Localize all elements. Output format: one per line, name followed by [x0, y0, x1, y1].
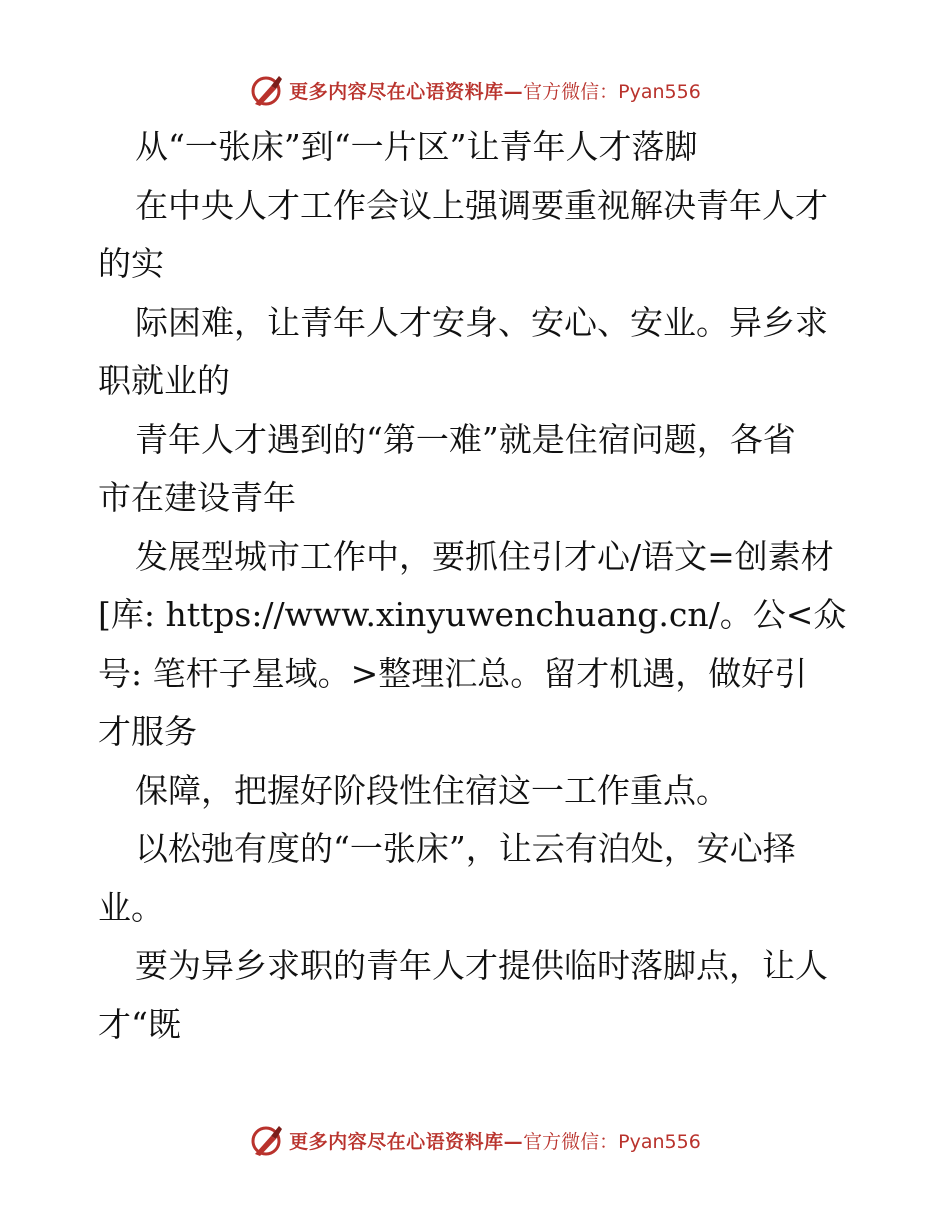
text-line: 才服务: [98, 712, 197, 751]
text-line: 青年人才遇到的“第一难”就是住宿问题，各省: [135, 419, 796, 459]
header-contact: 官方微信：Pyan556: [523, 80, 701, 103]
text-line: 号: 笔杆子星域。>整理汇总。留才机遇，做好引: [98, 653, 808, 693]
pen-logo-icon: [249, 1122, 285, 1158]
document-body: [98, 118, 858, 1054]
text-line: 保障，把握好阶段性住宿这一工作重点。: [135, 770, 729, 810]
text-line: 以松弛有度的“一张床”，让云有泊处，安心择: [135, 829, 796, 868]
text-line: 要为异乡求职的青年人才提供临时落脚点，让人: [135, 946, 828, 985]
header-banner: [0, 70, 950, 110]
text-line: 业。: [98, 887, 164, 927]
footer-banner: [0, 1120, 950, 1160]
text-line: 发展型城市工作中，要抓住引才心/语文=创素材: [135, 536, 834, 576]
text-line: [库: https://www.xinyuwenchuang.cn/。公<众: [98, 595, 847, 634]
pen-logo-icon: [249, 72, 285, 108]
text-line: 际困难，让青年人才安身、安心、安业。异乡求: [135, 302, 828, 342]
text-line: 从“一张床”到“一片区”让青年人才落脚: [135, 127, 698, 166]
text-line: 职就业的: [98, 361, 230, 400]
header-banner-text: 更多内容尽在心语资料库—: [289, 80, 524, 103]
text-line: 在中央人才工作会议上强调要重视解决青年人才: [135, 185, 828, 225]
footer-contact: 官方微信：Pyan556: [523, 1130, 701, 1153]
text-line: 的实: [98, 244, 164, 283]
text-line: 才“既: [98, 1004, 181, 1044]
text-line: 市在建设青年: [98, 478, 296, 517]
footer-banner-text: 更多内容尽在心语资料库—: [289, 1130, 524, 1153]
